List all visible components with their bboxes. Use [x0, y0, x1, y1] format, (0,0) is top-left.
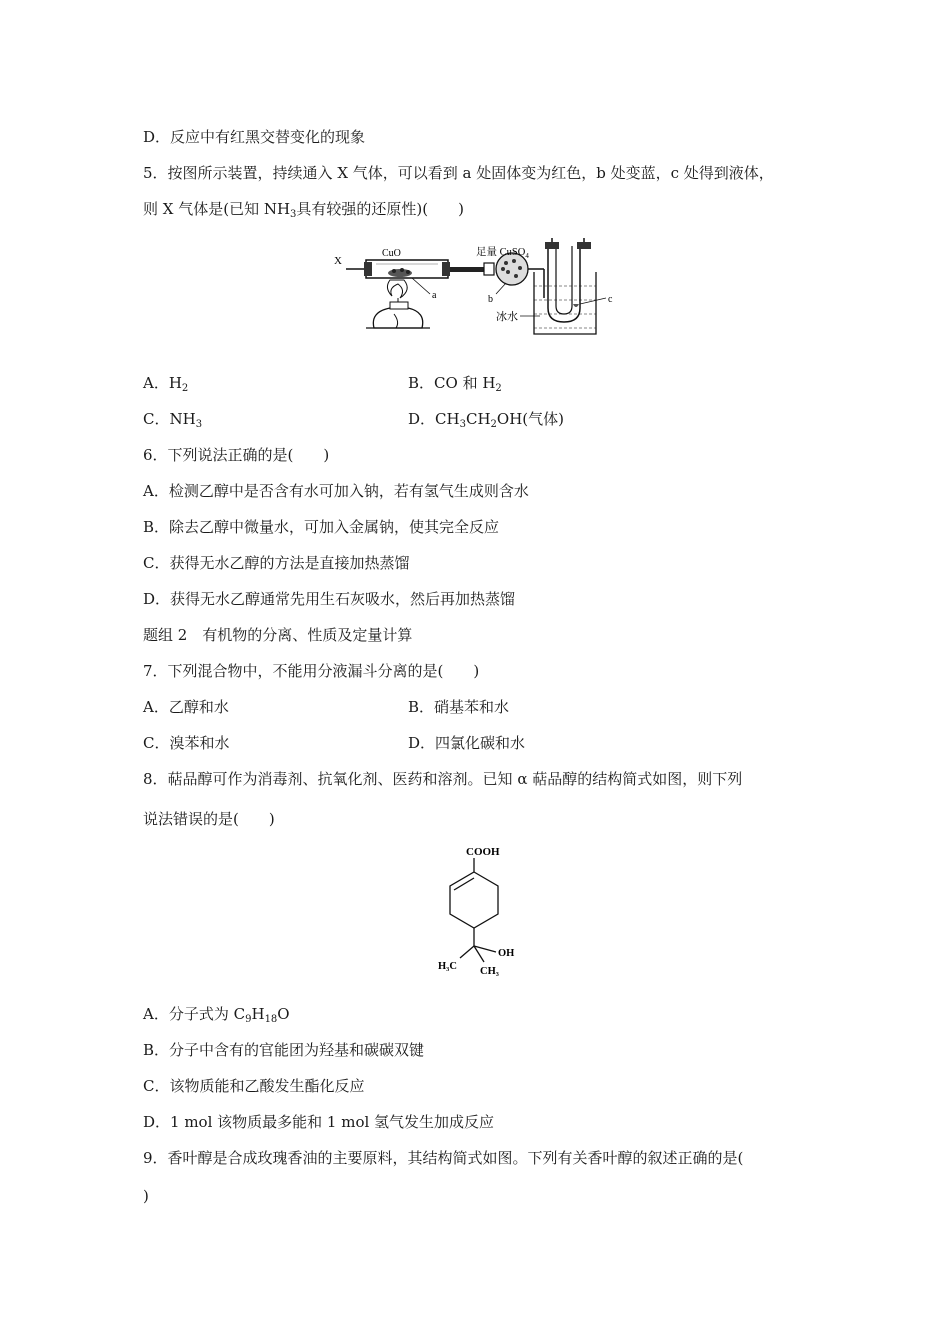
label-cooh: COOH	[466, 846, 500, 858]
q9-stem-line2: )	[143, 1187, 149, 1205]
q7-option-b[interactable]: B．硝基苯和水	[408, 698, 510, 716]
q7-option-c[interactable]: C．溴苯和水	[143, 734, 230, 752]
q7-option-d[interactable]: D．四氯化碳和水	[408, 734, 526, 752]
q5-stem-line1: 5．按图所示装置，持续通入 X 气体，可以看到 a 处固体变为红色，b 处变蓝，c 处得到液体，	[143, 164, 774, 182]
label-h3c: H₃C	[438, 961, 457, 972]
label-x: X	[334, 255, 342, 267]
label-b: b	[488, 294, 493, 305]
label-cuso4: 足量 CuSO$_4$	[476, 247, 529, 260]
q8-stem-line1: 8．萜品醇可作为消毒剂、抗氧化剂、医药和溶剂。已知 α 萜品醇的结构简式如图，则下列	[143, 770, 743, 788]
q8-option-a[interactable]: A．分子式为 $C_9H_{18}O$	[143, 1005, 290, 1025]
label-ice-water: 冰水	[496, 311, 518, 323]
q6-stem: 6．下列说法正确的是( )	[143, 446, 330, 464]
q5-stem-line2: 则 X 气体是(已知 $NH_3$具有较强的还原性)( )	[143, 200, 464, 220]
q6-option-b[interactable]: B．除去乙醇中微量水，可加入金属钠，使其完全反应	[143, 518, 500, 536]
apparatus-figure	[330, 238, 630, 343]
label-a: a	[432, 290, 437, 301]
label-cuo: CuO	[382, 248, 401, 259]
label-c: c	[608, 294, 613, 305]
label-ch3: CH₃	[480, 966, 499, 977]
q5-option-a[interactable]: A．$H_2$	[143, 374, 189, 394]
q8-option-b[interactable]: B．分子中含有的官能团为羟基和碳碳双键	[143, 1041, 425, 1059]
q8-option-d[interactable]: D．1 mol 该物质最多能和 1 mol 氢气发生加成反应	[143, 1113, 495, 1131]
q7-stem: 7．下列混合物中，不能用分液漏斗分离的是( )	[143, 662, 480, 680]
q5-option-d[interactable]: D．$CH_3CH_2OH$(气体)	[408, 410, 564, 430]
q6-option-c[interactable]: C．获得无水乙醇的方法是直接加热蒸馏	[143, 554, 410, 572]
q9-stem-line1: 9．香叶醇是合成玫瑰香油的主要原料，其结构简式如图。下列有关香叶醇的叙述正确的是(	[143, 1149, 744, 1167]
q6-option-d[interactable]: D．获得无水乙醇通常先用生石灰吸水，然后再加热蒸馏	[143, 590, 516, 608]
q8-stem-line2: 说法错误的是( )	[143, 810, 275, 828]
q5-option-b[interactable]: B．CO 和 $H_2$	[408, 374, 502, 394]
label-oh: OH	[498, 948, 515, 959]
q5-option-c[interactable]: C．$NH_3$	[143, 410, 203, 430]
q6-option-a[interactable]: A．检测乙醇中是否含有水可加入钠，若有氢气生成则含水	[143, 482, 529, 500]
terpineol-structure	[430, 840, 530, 980]
q7-option-a[interactable]: A．乙醇和水	[143, 698, 229, 716]
q4-option-d: D．反应中有红黑交替变化的现象	[143, 128, 366, 146]
q8-option-c[interactable]: C．该物质能和乙酸发生酯化反应	[143, 1077, 365, 1095]
group-heading: 题组 2 有机物的分离、性质及定量计算	[143, 626, 413, 644]
